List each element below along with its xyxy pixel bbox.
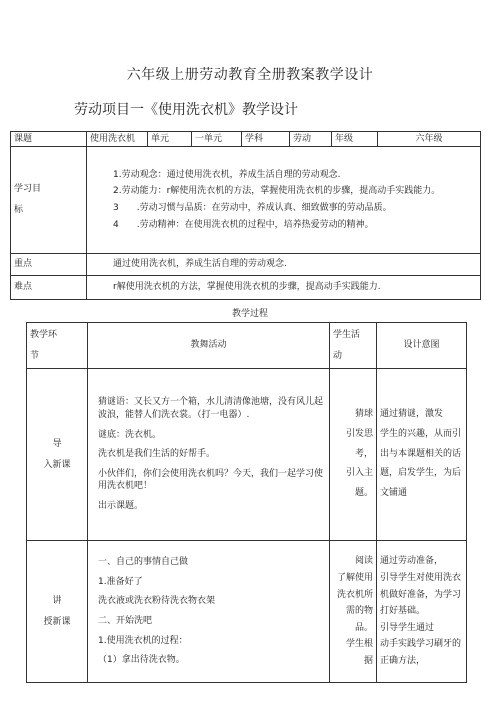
grade-label: 年级: [332, 132, 378, 147]
info-row: [11, 132, 481, 147]
student-cell: 阅读 了解使用 洗衣机所 需的物品。 学生根 据: [330, 541, 377, 683]
subject-value: 劳动: [290, 132, 332, 147]
process-caption: 教学过程: [231, 309, 268, 319]
step-cell: 导 入新课: [27, 369, 88, 541]
student-cell: 猜球 引发思考， 引入主题。: [330, 369, 377, 541]
step-header: 教学环 节: [27, 323, 88, 369]
difficulty-row: [11, 276, 481, 300]
grade-value: 六年级: [378, 132, 481, 147]
activity-header: 教舞活动: [88, 323, 330, 369]
table-row: [27, 369, 467, 541]
activity-cell: 一、自己的事情自己做 1.准备好了 洗衣液或洗衣粉待洗衣物衣架 二、开始洗吧 1.使用洗衣机的过程： （1）拿出待洗衣物。: [88, 541, 330, 683]
intent-cell: 通过劳动准备， 引导学生对使用洗衣 机做好准备，为学习 打好基础。 引导学生通过 动手实践学习刷牙的 正确方法，: [377, 541, 467, 683]
key-point-label: 重点: [11, 254, 87, 276]
key-point-row: [11, 254, 481, 276]
process-header-row: [27, 323, 467, 369]
goals-list: [87, 147, 481, 254]
goal-item: 3 .劳动习惯与品质：在劳动中，养成认真、细致做事的劳动品质。: [113, 203, 392, 213]
goal-item: 2.劳动能力：r解使用洗衣机的方法，掌握使用洗衣机的步骤，提高动手实践能力。: [113, 186, 441, 197]
lesson-info-table: [10, 131, 481, 300]
goal-item: 1.劳动观念：通过使用洗衣机，养成生活自理的劳动观念.: [113, 169, 341, 180]
topic-value: 使用洗衣机: [87, 132, 148, 147]
document-title: 六年级上册劳动教育全册教案教学设计: [126, 67, 374, 83]
key-point-text: 通过使用洗衣机，养成生活自理的劳动观念.: [87, 254, 481, 276]
difficulty-label: 难点: [11, 276, 87, 300]
unit-value: 一单元: [192, 132, 242, 147]
student-header: 学生活 动: [330, 323, 377, 369]
unit-label: 单元: [148, 132, 192, 147]
topic-label: 课题: [11, 132, 87, 147]
step-cell: 讲 授新课: [27, 541, 88, 683]
goal-item: 4 .劳动精神：在使用洗衣机的过程中，培养热爱劳动的精神。: [113, 219, 374, 230]
activity-cell: 猜谜语：又长又方一个箱，水儿清清像池塘，没有风儿起波浪，能替人们洗衣裳。（打一电器）. 谜底：洗衣机。 洗衣机是我们生活的好帮手。 小伙伴们，你们会使用洗衣机吗？今天，我们一起学习使用洗衣机吧！ 出示课题。: [88, 369, 330, 541]
lesson-title: 劳动项目一《使用洗衣机》教学设计: [74, 102, 298, 118]
subject-label: 学科: [242, 132, 290, 147]
goals-row: [11, 147, 481, 254]
goals-label: 学习目 标: [11, 147, 87, 254]
intent-header: 设计意图: [377, 323, 467, 369]
difficulty-text: r解使用洗衣机的方法，掌握使用洗衣机的步骤，提高动手实践能力.: [87, 276, 481, 300]
table-row: [27, 541, 467, 683]
intent-cell: 通过猜谜，激发 学生的兴趣，从而引 出与本课题相关的话 题，启发学生，为后 文铺通: [377, 369, 467, 541]
teaching-process-table: [26, 322, 467, 683]
